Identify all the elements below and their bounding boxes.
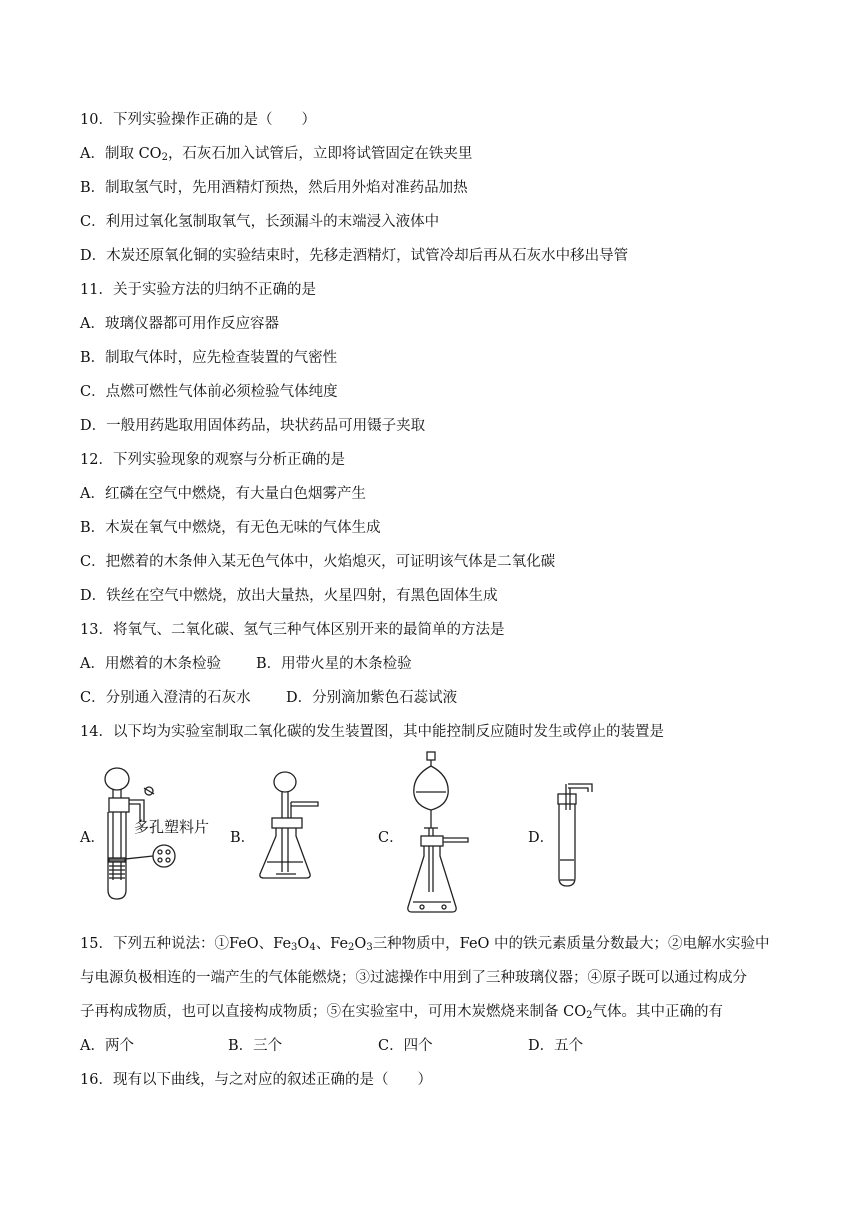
q11-option-c: C．点燃可燃性气体前必须检验气体纯度: [80, 384, 338, 400]
apparatus-a-figure: [98, 762, 228, 902]
perforated-plate-caption: 多孔塑料片: [134, 818, 210, 836]
q13-option-a: A．用燃着的木条检验: [80, 656, 221, 672]
q10-option-b: B．制取氢气时，先用酒精灯预热，然后用外焰对准药品加热: [80, 180, 468, 196]
q13-option-d: D．分别滴加紫色石蕊试液: [286, 690, 458, 706]
q12-option-d: D．铁丝在空气中燃烧，放出大量热，火星四射，有黑色固体生成: [80, 588, 498, 604]
q10-option-c: C．利用过氧化氢制取氧气，长颈漏斗的末端浸入液体中: [80, 214, 440, 230]
q15-line-3: 子再构成物质，也可以直接构成物质；⑤在实验室中，可用木炭燃烧来制备 $CO_2$气体。其中正确的有: [80, 1004, 723, 1021]
q12-option-a: A．红磷在空气中燃烧，有大量白色烟雾产生: [80, 486, 366, 502]
q12-option-c: C．把燃着的木条伸入某无色气体中，火焰熄灭，可证明该气体是二氧化碳: [80, 554, 556, 570]
q13-option-b: B．用带火星的木条检验: [256, 656, 412, 672]
q12-stem: 12．下列实验现象的观察与分析正确的是: [80, 452, 345, 468]
q11-option-d: D．一般用药匙取用固体药品，块状药品可用镊子夹取: [80, 418, 426, 434]
q15-option-a: A．两个: [80, 1038, 134, 1054]
q10-option-a: A．制取 $CO_2$，石灰石加入试管后，立即将试管固定在铁夹里: [80, 146, 473, 163]
q16-stem: 16．现有以下曲线，与之对应的叙述正确的是（ ）: [80, 1072, 432, 1088]
q15-option-b: B．三个: [228, 1038, 283, 1054]
q14-option-b-label: B．: [230, 830, 256, 846]
apparatus-c-figure: [404, 752, 484, 917]
apparatus-b-figure: [256, 770, 336, 880]
q12-option-b: B．木炭在氧气中燃烧，有无色无味的气体生成: [80, 520, 381, 536]
q13-option-c: C．分别通入澄清的石灰水: [80, 690, 251, 706]
q15-line-2: 与电源负极相连的一端产生的气体能燃烧；③过滤操作中用到了三种玻璃仪器；④原子既可以通过构成分: [80, 970, 747, 986]
q14-option-c-label: C．: [378, 830, 404, 846]
q13-stem: 13．将氧气、二氧化碳、氢气三种气体区别开来的最简单的方法是: [80, 622, 505, 638]
apparatus-d-figure: [552, 780, 602, 895]
q14-stem: 14．以下均为实验室制取二氧化碳的发生装置图，其中能控制反应随时发生或停止的装置是: [80, 724, 664, 740]
q15-option-c: C．四个: [378, 1038, 433, 1054]
q11-option-b: B．制取气体时，应先检查装置的气密性: [80, 350, 338, 366]
q11-stem: 11．关于实验方法的归纳不正确的是: [80, 282, 316, 298]
q10-option-d: D．木炭还原氧化铜的实验结束时，先移走酒精灯，试管冷却后再从石灰水中移出导管: [80, 248, 629, 264]
q11-option-a: A．玻璃仪器都可用作反应容器: [80, 316, 279, 332]
q10-stem: 10．下列实验操作正确的是（ ）: [80, 112, 316, 128]
q15-line-1: 15．下列五种说法：①FeO、$Fe_3O_4$、$Fe_2O_3$三种物质中，FeO 中的铁元素质量分数最大；②电解水实验中: [80, 936, 770, 953]
q14-option-a-label: A．: [80, 830, 105, 846]
q14-option-d-label: D．: [528, 830, 555, 846]
q15-option-d: D．五个: [528, 1038, 584, 1054]
